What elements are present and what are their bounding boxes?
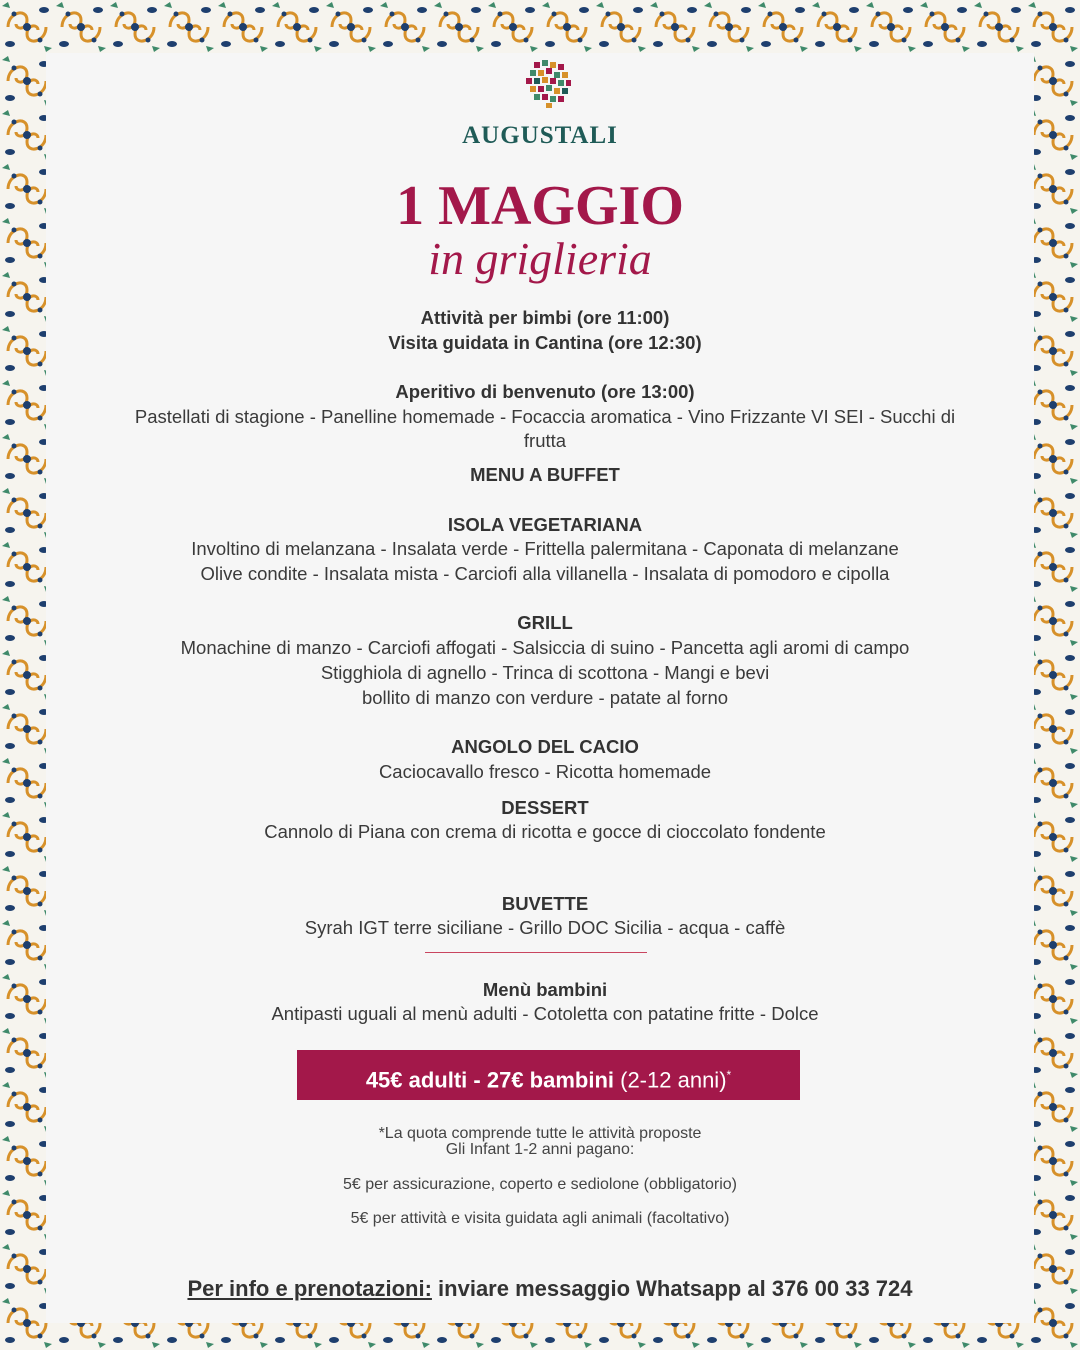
- augustali-logo-icon: [520, 58, 576, 110]
- aperitivo-heading: Aperitivo di benvenuto (ore 13:00): [395, 381, 695, 402]
- price-footnote-mark: *: [726, 1068, 732, 1082]
- cacio-heading: ANGOLO DEL CACIO: [451, 736, 639, 757]
- isola-items-1: Involtino di melanzana - Insalata verde - Frittella palermitana - Caponata di melanzane: [191, 538, 899, 559]
- price-ages: (2-12 anni): [620, 1067, 727, 1093]
- isola-heading: ISOLA VEGETARIANA: [447, 514, 643, 535]
- booking-info-text: inviare messaggio Whatsapp al 376 00 33 724: [431, 1276, 913, 1301]
- booking-info: [0, 1276, 1080, 1302]
- grill-heading: GRILL: [517, 612, 573, 633]
- note-animals: 5€ per attività e visita guidata agli animali (facoltativo): [350, 1210, 730, 1227]
- isola-items-2: Olive condite - Insalata mista - Carciofi alla villanella - Insalata di pomodoro e cipolla: [200, 563, 890, 584]
- note-insurance: 5€ per assicurazione, coperto e sediolone (obbligatorio): [342, 1176, 737, 1193]
- menu-heading: MENU A BUFFET: [470, 464, 620, 485]
- dessert-heading: DESSERT: [501, 797, 589, 818]
- activity-kids: Attività per bimbi (ore 11:00): [420, 307, 670, 328]
- dessert-items: Cannolo di Piana con crema di ricotta e gocce di cioccolato fondente: [264, 821, 826, 842]
- activity-winery-tour: Visita guidata in Cantina (ore 12:30): [388, 332, 702, 353]
- note-quota: *La quota comprende tutte le attività proposte: [378, 1125, 702, 1142]
- page-title: 1 MAGGIO: [396, 175, 684, 237]
- kids-menu-heading: Menù bambini: [482, 979, 608, 1000]
- buvette-items: Syrah IGT terre siciliane - Grillo DOC Sicilia - acqua - caffè: [304, 917, 786, 938]
- grill-items-2: Stigghiola di agnello - Trinca di scottona - Mangi e bevi: [320, 662, 770, 683]
- page-subtitle: in griglieria: [428, 233, 652, 284]
- booking-info-label: Per info e prenotazioni:: [187, 1276, 432, 1301]
- brand-name: AUGUSTALI: [462, 122, 618, 149]
- price-main: 45€ adulti - 27€ bambini: [365, 1067, 614, 1093]
- kids-menu-items: Antipasti uguali al menù adulti - Cotoletta con patatine fritte - Dolce: [271, 1003, 819, 1024]
- note-infant: Gli Infant 1-2 anni pagano:: [445, 1141, 635, 1158]
- aperitivo-items-cont: frutta: [523, 430, 567, 451]
- buvette-heading: BUVETTE: [501, 893, 589, 914]
- aperitivo-items: Pastellati di stagione - Panelline homemade - Focaccia aromatica - Vino Frizzante VI SEI - Succhi di: [134, 406, 956, 427]
- grill-items-3: bollito di manzo con verdure - patate al forno: [361, 687, 729, 708]
- section-divider: [425, 952, 647, 953]
- price-banner: [297, 1050, 800, 1100]
- cacio-items: Caciocavallo fresco - Ricotta homemade: [378, 761, 712, 782]
- grill-items-1: Monachine di manzo - Carciofi affogati - Salsiccia di suino - Pancetta agli aromi di campo: [180, 637, 910, 658]
